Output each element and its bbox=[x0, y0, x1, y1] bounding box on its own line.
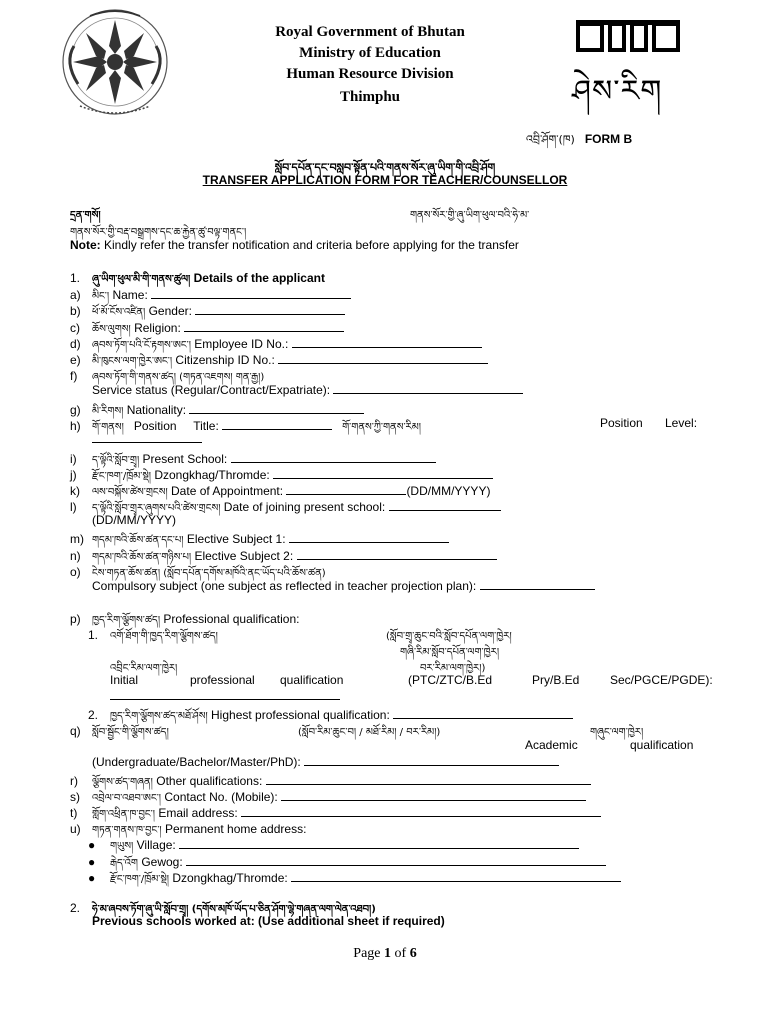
elective-2-input[interactable] bbox=[297, 549, 497, 560]
field-label: Village: bbox=[136, 838, 176, 852]
field-marker: t) bbox=[70, 806, 78, 820]
initial-qual-input[interactable] bbox=[110, 689, 340, 700]
field-label: Citizenship ID No.: bbox=[175, 353, 275, 367]
position-title-input[interactable] bbox=[222, 419, 332, 430]
field-dz: ད་ལྟོའི་སློབ་གྲྭར་ཞུགས་པའི་ཚེས་གྲངས། bbox=[92, 503, 221, 514]
field-label: qualification bbox=[630, 738, 694, 752]
field-dz: ཕོ་མོ་ངོས་འཛིན། bbox=[92, 307, 146, 318]
field-dz: གོ་གནས། bbox=[92, 422, 124, 433]
field-label: Present School: bbox=[142, 452, 228, 466]
sub-marker: 2. bbox=[88, 708, 99, 722]
field-dz: གཡུས། bbox=[110, 841, 134, 852]
section-2-num: 2. bbox=[70, 901, 81, 915]
nationality-input[interactable] bbox=[189, 403, 364, 414]
field-marker: i) bbox=[70, 452, 77, 466]
field-label: Level: bbox=[665, 416, 698, 430]
field-marker: b) bbox=[70, 304, 81, 318]
field-label: Dzongkhag/Thromde: bbox=[154, 468, 270, 482]
field-label: Position bbox=[600, 416, 643, 430]
present-school-input[interactable] bbox=[231, 452, 436, 463]
joining-date-format bbox=[92, 513, 176, 527]
elective-1-input[interactable] bbox=[289, 532, 449, 543]
form-title: TRANSFER APPLICATION FORM FOR TEACHER/COUNSELLOR bbox=[202, 173, 568, 187]
field-marker: g) bbox=[70, 403, 81, 417]
form-ref-en: FORM B bbox=[584, 132, 633, 146]
field-dz: གཞུང་ལག་ཁྱེར། bbox=[590, 727, 644, 738]
academic-qual-dz bbox=[70, 721, 700, 749]
page-number bbox=[0, 946, 770, 962]
ministry-logo-text: ཤེས་རིག bbox=[572, 74, 663, 109]
field-label: Elective Subject 1: bbox=[186, 532, 286, 546]
org-line-3: Human Resource Division bbox=[286, 66, 454, 82]
highest-qual-input[interactable] bbox=[393, 708, 573, 719]
field-label: Gewog: bbox=[141, 855, 183, 869]
field-dz: བར་རིམ་ལག་ཁྱེར།) bbox=[420, 663, 486, 674]
note-text: Kindly refer the transfer notification and criteria before applying for the transfer bbox=[104, 238, 519, 252]
field-dz: ཁྱད་རིག་ལྕོགས་ཚད་མཐོ་ཤོས། bbox=[110, 711, 208, 722]
field-dz: ལྕོགས་ཚད་གཞན། bbox=[92, 777, 153, 788]
field-service-status bbox=[92, 383, 523, 397]
field-label: Academic bbox=[525, 738, 578, 752]
academic-qual-input[interactable] bbox=[304, 755, 559, 766]
service-status-input[interactable] bbox=[333, 383, 523, 394]
field-label: Other qualifications: bbox=[156, 774, 263, 788]
field-marker: p) bbox=[70, 612, 81, 626]
bullet-icon: ● bbox=[88, 871, 96, 885]
field-label: (PTC/ZTC/B.Ed bbox=[408, 673, 493, 687]
field-label: Dzongkhag/Thromde: bbox=[172, 871, 288, 885]
page-current: 1 bbox=[384, 946, 392, 961]
section-1-title: Details of the applicant bbox=[193, 271, 325, 285]
field-label: Date of joining present school: bbox=[223, 500, 386, 514]
field-dz: རྒེད་འོག bbox=[110, 858, 138, 869]
form-title-dz: སློབ་དཔོན་དང་བསླབ་སྟོན་པའི་གནས་སོར་ཞུ་ཡིག་གི་འབྲི་ཤོག bbox=[274, 161, 496, 174]
field-label: Email address: bbox=[158, 806, 238, 820]
field-marker: m) bbox=[70, 532, 84, 546]
field-dz: རྫོང་ཁག་/ཁྲོམ་སྡེ། bbox=[92, 471, 151, 482]
name-input[interactable] bbox=[151, 288, 351, 299]
field-marker: r) bbox=[70, 774, 78, 788]
date-format: (DD/MM/YYYY) bbox=[406, 484, 491, 498]
field-dz: གཞི་རིམ་སློབ་དཔོན་ལག་ཁྱེར། bbox=[400, 647, 500, 658]
contact-input[interactable] bbox=[281, 790, 586, 801]
field-dz: ཁྱད་རིག་ལྕོགས་ཚད། bbox=[92, 615, 161, 626]
field-label: Employee ID No.: bbox=[194, 337, 289, 351]
field-label: Nationality: bbox=[126, 403, 187, 417]
field-label: Compulsory subject (one subject as reflected in teacher projection plan): bbox=[92, 579, 477, 593]
note-dz-text-2: གནས་སོར་གྱི་བརྡ་བསྒྲགས་དང་ཆ་རྐྱེན་ཚུ་བལྟ་གནང་། bbox=[70, 227, 247, 238]
field-label: (Undergraduate/Bachelor/Master/PhD): bbox=[92, 755, 301, 769]
section-2-title: Previous schools worked at: (Use additional sheet if required) bbox=[92, 914, 445, 928]
field-label: qualification bbox=[280, 673, 344, 687]
field-marker: h) bbox=[70, 419, 81, 433]
address-dzongkhag-input[interactable] bbox=[291, 871, 621, 882]
dzongkhag-input[interactable] bbox=[273, 468, 493, 479]
field-marker: a) bbox=[70, 288, 81, 302]
field-label: Date of Appointment: bbox=[171, 484, 284, 498]
field-dz: ཆོས་ལུགས། bbox=[92, 324, 131, 335]
form-ref-dz: འབྲི་ཤོག་(ཁ) bbox=[526, 133, 575, 146]
date-format: (DD/MM/YYYY) bbox=[92, 513, 176, 527]
citizenship-id-input[interactable] bbox=[278, 353, 488, 364]
field-dz: ད་ལྟོའི་སློབ་གྲྭ། bbox=[92, 455, 140, 466]
org-line-1: Royal Government of Bhutan bbox=[275, 24, 465, 40]
employee-id-input[interactable] bbox=[292, 337, 482, 348]
field-marker: j) bbox=[70, 468, 77, 482]
field-label: Highest professional qualification: bbox=[211, 708, 390, 722]
field-compulsory bbox=[92, 579, 595, 593]
field-dz: གདམ་ཁའི་ཆོས་ཚན་གཉིས་པ། bbox=[92, 552, 192, 563]
field-marker: u) bbox=[70, 822, 81, 836]
page-label: Page bbox=[353, 946, 385, 961]
field-dz: གཏན་གནས་ཁ་བྱང་། bbox=[92, 825, 162, 836]
field-marker: e) bbox=[70, 353, 81, 367]
org-line-2: Ministry of Education bbox=[299, 45, 441, 61]
field-dz: གློག་འཕྲིན་ཁ་བྱང་། bbox=[92, 809, 155, 820]
section-1-num: 1. bbox=[70, 271, 81, 285]
field-marker: o) bbox=[70, 565, 81, 579]
field-dz: ལས་བསྐོས་ཚེས་གྲངས། bbox=[92, 487, 168, 498]
note-label: Note: bbox=[70, 238, 101, 252]
field-marker: s) bbox=[70, 790, 80, 804]
field-label: professional bbox=[190, 673, 255, 687]
field-marker: q) bbox=[70, 724, 81, 738]
page-total: 6 bbox=[409, 946, 417, 961]
field-marker: l) bbox=[70, 500, 77, 514]
page-of: of bbox=[391, 946, 410, 961]
field-dz: འབྲིང་རིམ་ལག་ཁྱེར། bbox=[110, 663, 178, 674]
header-org bbox=[250, 22, 490, 108]
field-dz: རྫོང་ཁག་/ཁྲོམ་སྡེ། bbox=[110, 874, 169, 885]
sub-marker: 1. bbox=[88, 628, 99, 642]
field-dz: མི་ཁུངས་ལག་ཁྱེར་ཨང་། bbox=[92, 356, 173, 367]
field-marker: f) bbox=[70, 369, 78, 383]
field-label: Pry/B.Ed bbox=[532, 673, 580, 687]
note-line bbox=[70, 238, 519, 252]
bullet-icon: ● bbox=[88, 855, 96, 869]
field-label: Service status (Regular/Contract/Expatriate): bbox=[92, 383, 331, 397]
field-dz: མིང་། bbox=[92, 291, 110, 302]
field-marker: k) bbox=[70, 484, 80, 498]
initial-qual-blank bbox=[110, 689, 340, 703]
field-label: Initial bbox=[110, 673, 139, 687]
field-marker: n) bbox=[70, 549, 81, 563]
address-dzongkhag bbox=[88, 868, 621, 896]
field-dz: (སློབ་གྲྭ་ཆུང་བའི་སློབ་དཔོན་ལག་ཁྱེར། bbox=[386, 631, 512, 642]
field-label: Position bbox=[133, 419, 177, 433]
note-dz-text: གནས་སོར་གྱི་ཞུ་ཡིག་ཕུལ་བའི་ཧེ་མ་ bbox=[410, 210, 530, 221]
field-marker: c) bbox=[70, 321, 80, 335]
position-level-line bbox=[92, 432, 202, 446]
field-label: Title: bbox=[193, 419, 219, 433]
field-label: Gender: bbox=[148, 304, 192, 318]
compulsory-input[interactable] bbox=[480, 579, 595, 590]
field-marker: d) bbox=[70, 337, 81, 351]
joining-date-input[interactable] bbox=[389, 500, 501, 511]
field-dz: མི་རིགས། bbox=[92, 406, 124, 417]
field-label: Elective Subject 2: bbox=[194, 549, 294, 563]
village-input[interactable] bbox=[179, 838, 579, 849]
email-input[interactable] bbox=[241, 806, 601, 817]
org-city: Thimphu bbox=[339, 89, 401, 105]
field-dz: གདམ་ཁའི་ཆོས་ཚན་དང་པ། bbox=[92, 535, 184, 546]
field-label: Religion: bbox=[134, 321, 181, 335]
religion-input[interactable] bbox=[184, 321, 344, 332]
section-1-dz: ཞུ་ཡིག་ཕུལ་མི་གི་གནས་ཚུལ། bbox=[92, 274, 191, 285]
field-dz: གོ་གནས་ཀྱི་གནས་རིམ། bbox=[342, 422, 422, 433]
appointment-date-input[interactable] bbox=[286, 484, 406, 495]
academic-qual-label bbox=[92, 755, 559, 769]
other-qual-input[interactable] bbox=[266, 774, 591, 785]
field-label: Permanent home address: bbox=[165, 822, 307, 836]
position-level-input[interactable] bbox=[92, 432, 202, 443]
royal-emblem-icon bbox=[44, 6, 186, 118]
field-dz: ཞབས་ཏོག་གི་གནས་ཚད། (གཏན་འཇགས། གན་རྒྱ།) bbox=[92, 372, 265, 383]
note-dz-label: དྲན་གསོ། bbox=[70, 210, 101, 221]
gewog-input[interactable] bbox=[186, 855, 606, 866]
field-dz: ངེས་གཏན་ཆོས་ཚན། (སློབ་དཔོན་དགོས་མཁོའི་ནང་ཡོད་པའི་ཆོས་ཚན) bbox=[92, 568, 326, 579]
field-label: Sec/PGCE/PGDE): bbox=[610, 673, 713, 687]
gender-input[interactable] bbox=[195, 304, 345, 315]
form-ref bbox=[526, 127, 632, 158]
field-dz: ཞབས་ཏོག་པའི་ངོ་རྟགས་ཨང་། bbox=[92, 340, 191, 351]
field-dz: འགོ་ཐོག་གི་ཁྱད་རིག་ལྕོགས་ཚད། bbox=[110, 631, 218, 642]
field-dz: (སློབ་རིམ་ཆུང་བ། / མཐོ་རིམ། / བར་རིམ།) bbox=[298, 727, 441, 738]
field-dz: འབྲེལ་བ་འཐབ་ཨང་། bbox=[92, 793, 162, 804]
field-label: Professional qualification: bbox=[163, 612, 300, 626]
bullet-icon: ● bbox=[88, 838, 96, 852]
section-2-dz: ཧེ་མ་ཞབས་ཏོག་ཞུ་ཡི་སློབ་གྲྭ། (དགོས་མཁོ་ཡོད་པ་ཅིན་ཤོག་ལྷེ་གཞན་ལག་ལེན་འཐབ།) bbox=[92, 904, 376, 915]
field-dz: སློབ་སྦྱོང་གི་ལྕོགས་ཚད། bbox=[92, 727, 169, 738]
field-label: Contact No. (Mobile): bbox=[164, 790, 278, 804]
field-label: Name: bbox=[112, 288, 148, 302]
